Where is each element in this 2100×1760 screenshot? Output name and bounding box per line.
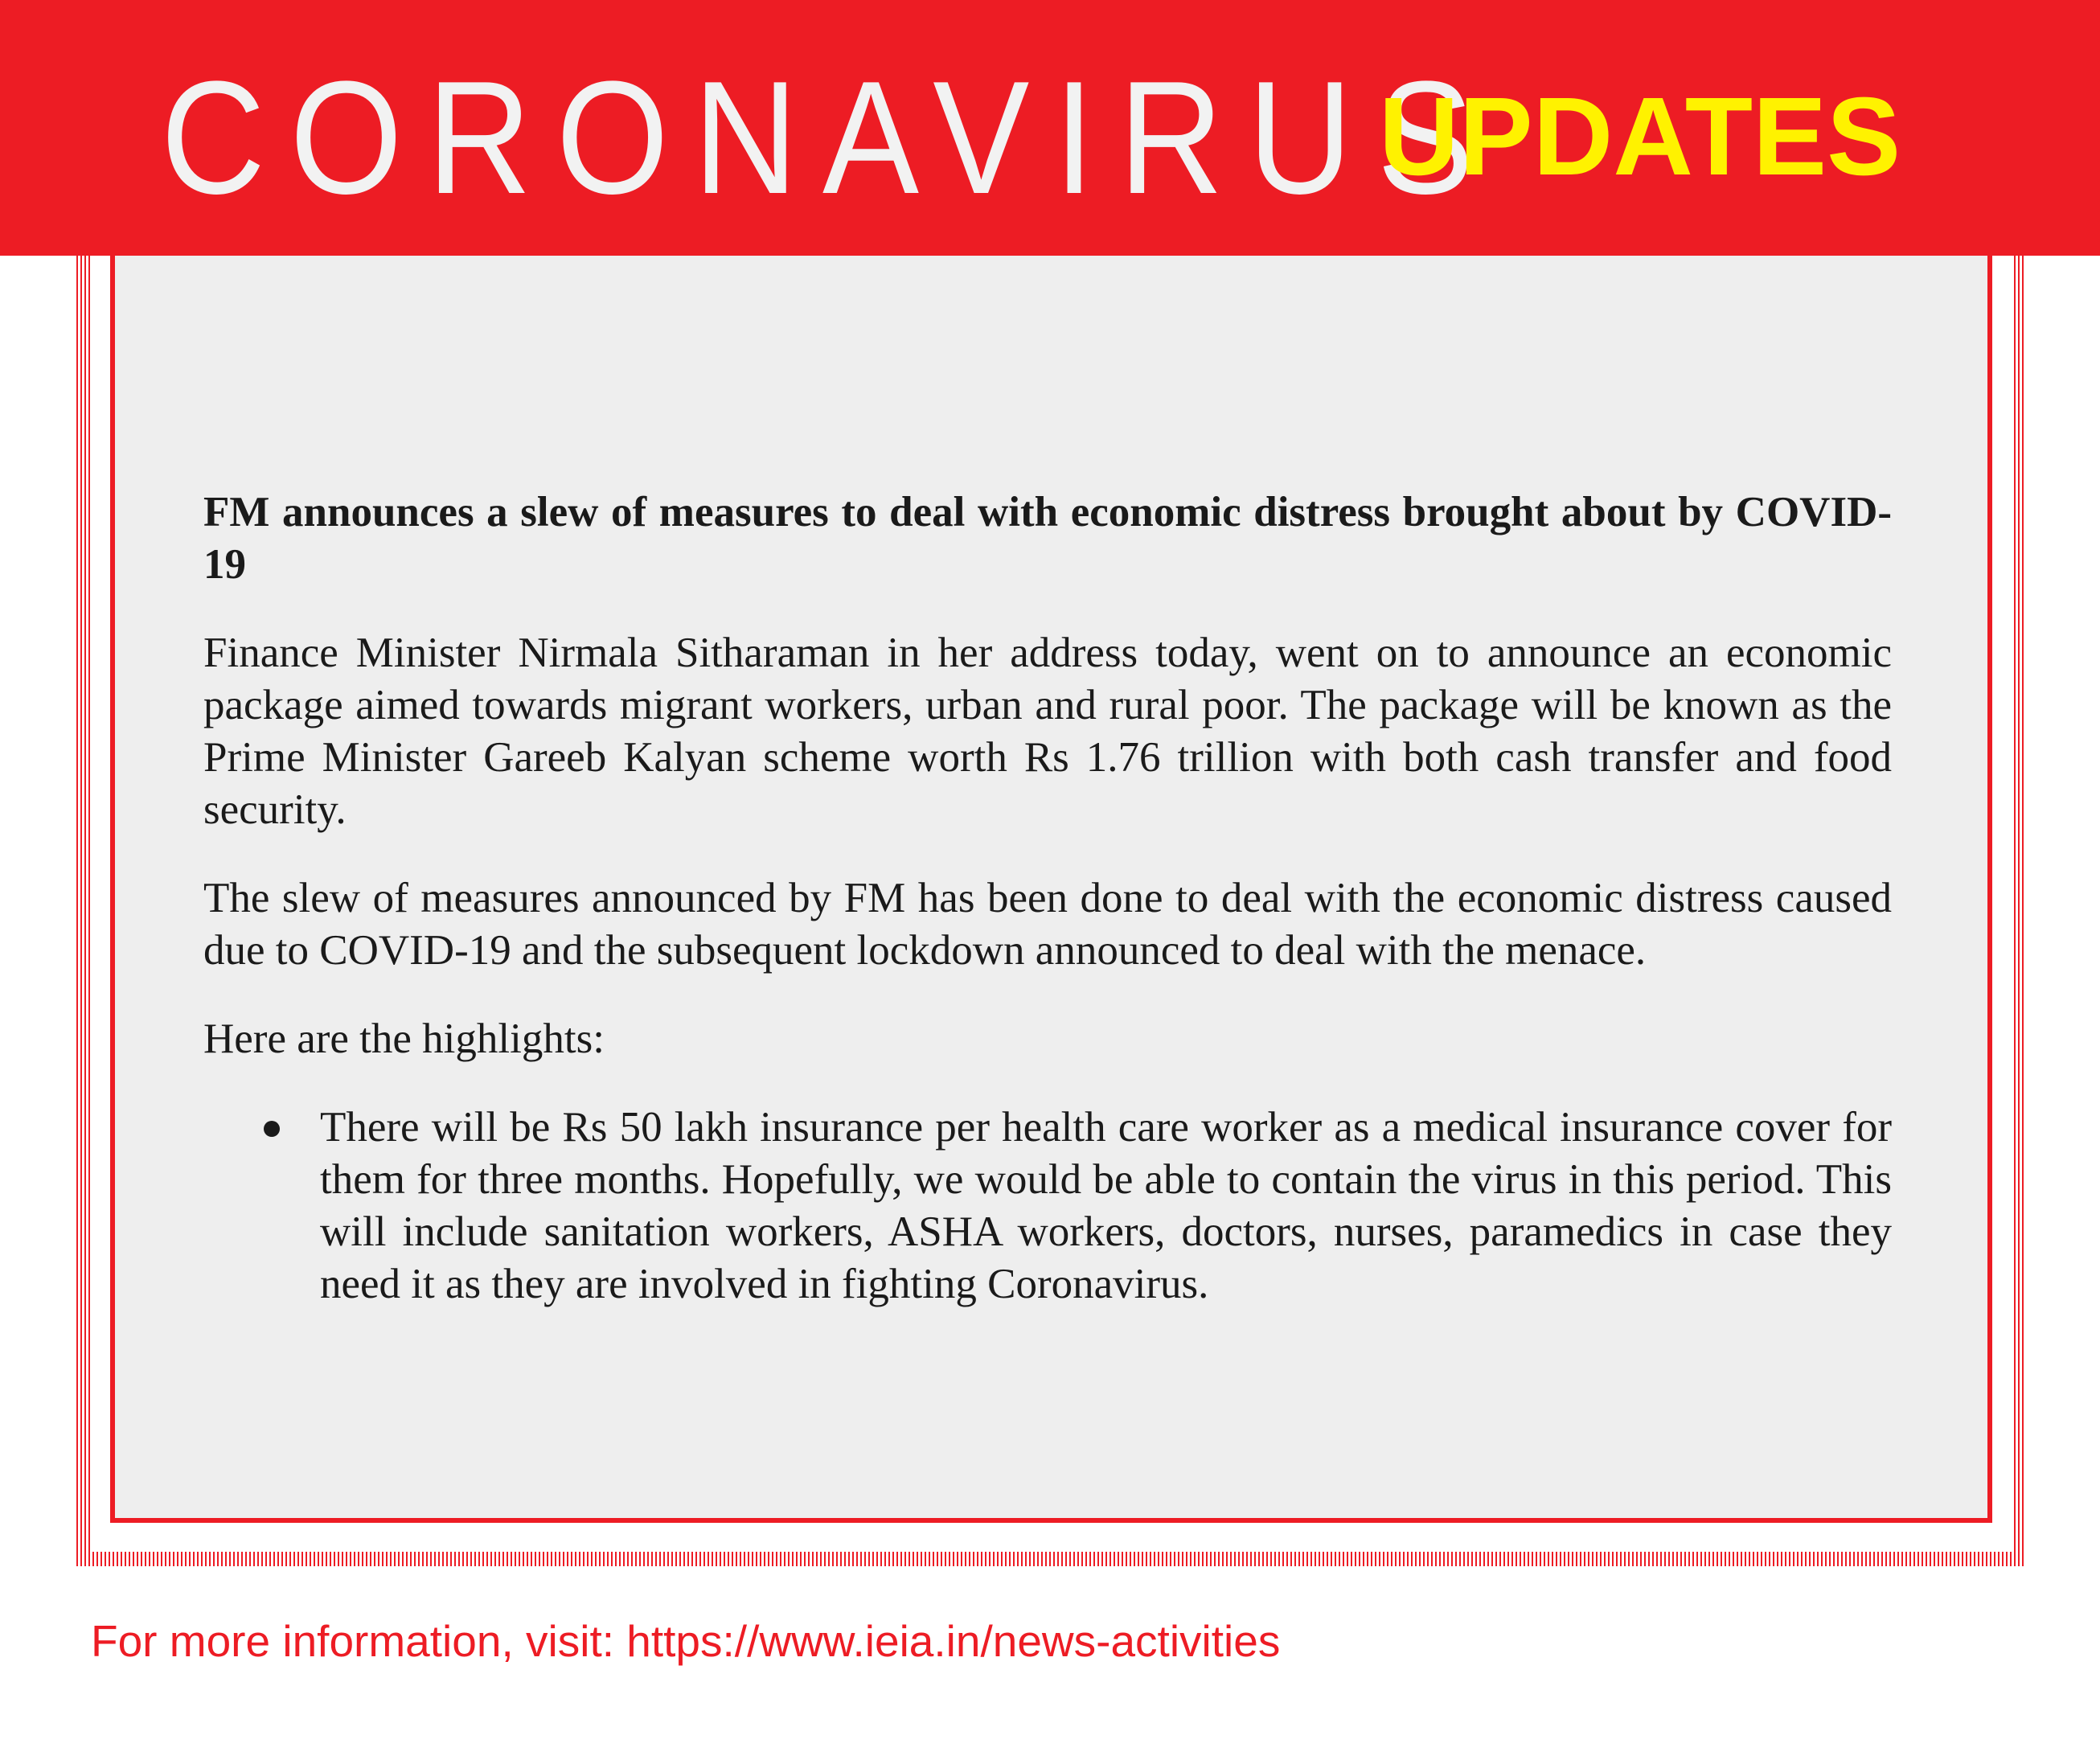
- banner-title: CORONAVIRUS: [161, 48, 1499, 228]
- article-paragraph: The slew of measures announced by FM has been done to deal with the economic distress caused due to COVID-19 and the subsequent lockdown announced to deal with the menace.: [203, 875, 1892, 974]
- highlights-list: [203, 1102, 1892, 1311]
- list-item-text: There will be Rs 50 lakh insurance per health care worker as a medical insurance cover for them for three months. Hopefully, we would be able to contain the virus in this period. This will include sanitation workers, ASHA workers, doctors, nurses, paramedics in case they need it as they are involved in fighting Coronavirus.: [320, 1104, 1892, 1307]
- highlights-intro: Here are the highlights:: [203, 1015, 605, 1062]
- hatched-frame-bottom: [76, 1552, 2026, 1566]
- article-paragraph: Finance Minister Nirmala Sitharaman in her address today, went on to announce an economic package aimed towards migrant workers, urban and rural poor. The package will be known as the Prime Minister Gareeb Kalyan scheme worth Rs 1.76 trillion with both cash transfer and food security.: [203, 630, 1892, 833]
- article-content: [203, 486, 1892, 1311]
- list-item: [203, 1102, 1892, 1311]
- footer-info-link[interactable]: For more information, visit: https://www.ieia.in/news-activities: [91, 1616, 1281, 1666]
- bullet-icon: [264, 1121, 280, 1137]
- article-headline: FM announces a slew of measures to deal with economic distress brought about by COVID-19: [203, 489, 1892, 588]
- banner-subtitle: UPDATES: [1379, 75, 1901, 199]
- header-banner: [0, 0, 2100, 256]
